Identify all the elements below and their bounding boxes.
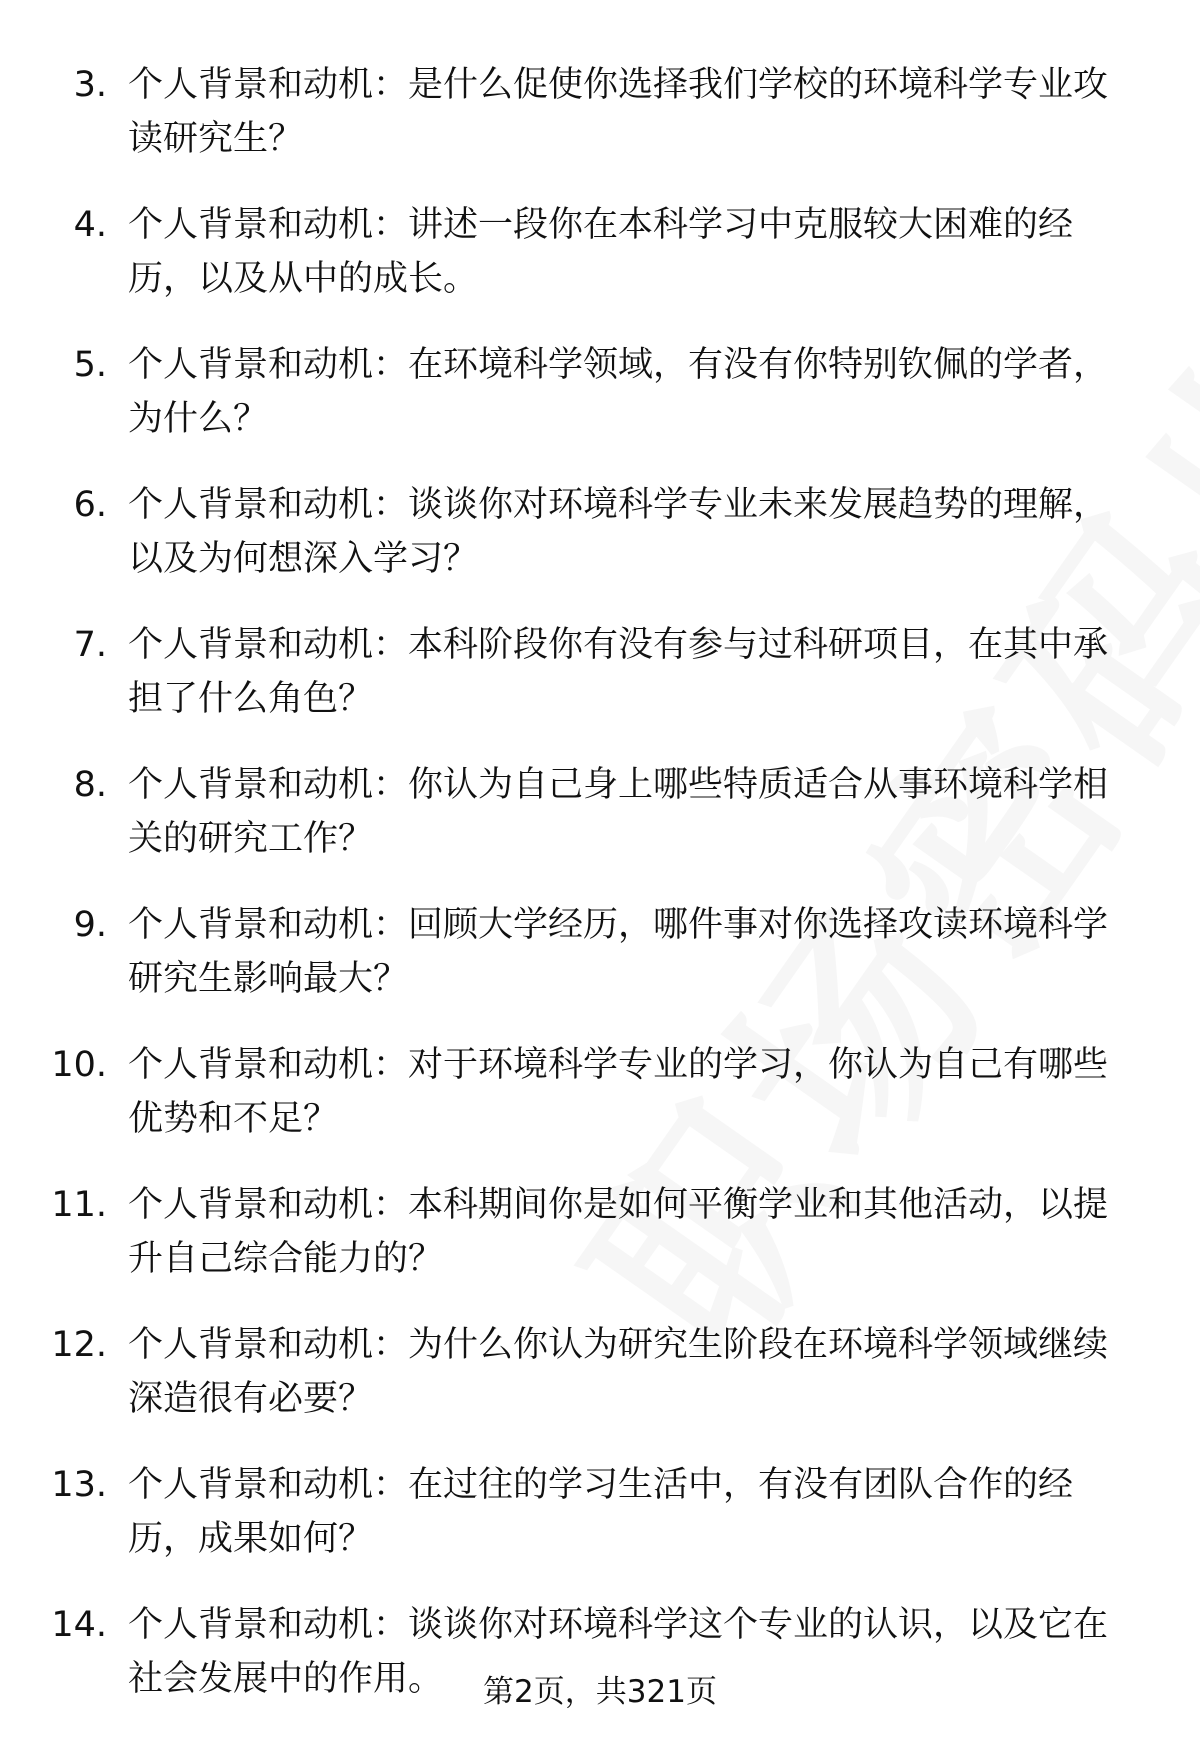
question-number: 4. [73, 205, 107, 245]
question-text: 个人背景和动机：本科期间你是如何平衡学业和其他活动，以提升自己综合能力的？ [128, 1185, 1109, 1279]
question-text: 个人背景和动机：为什么你认为研究生阶段在环境科学领域继续深造很有必要？ [128, 1325, 1109, 1419]
question-item [0, 198, 1200, 338]
question-item [0, 58, 1200, 198]
question-number: 8. [73, 765, 107, 805]
question-item [0, 1598, 1200, 1738]
question-item [0, 1458, 1200, 1598]
question-text: 个人背景和动机：回顾大学经历，哪件事对你选择攻读环境科学研究生影响最大？ [128, 905, 1109, 999]
page-number-footer: 第2页，共321页 [483, 1674, 717, 1710]
question-item [0, 1318, 1200, 1458]
question-list [0, 58, 1200, 1738]
question-number: 9. [73, 905, 107, 945]
question-number: 7. [73, 625, 107, 665]
question-item [0, 758, 1200, 898]
question-text: 个人背景和动机：本科阶段你有没有参与过科研项目，在其中承担了什么角色？ [128, 625, 1109, 719]
question-number: 13. [51, 1465, 107, 1505]
question-number: 10. [51, 1045, 107, 1085]
question-item [0, 338, 1200, 478]
question-item [0, 898, 1200, 1038]
question-number: 6. [73, 485, 107, 525]
question-text: 个人背景和动机：对于环境科学专业的学习，你认为自己有哪些优势和不足？ [128, 1045, 1109, 1139]
question-text: 个人背景和动机：在环境科学领域，有没有你特别钦佩的学者，为什么？ [128, 345, 1109, 439]
question-number: 11. [51, 1185, 107, 1225]
question-item [0, 1178, 1200, 1318]
question-item [0, 618, 1200, 758]
question-number: 3. [73, 65, 107, 105]
question-number: 12. [51, 1325, 107, 1365]
question-text: 个人背景和动机：你认为自己身上哪些特质适合从事环境科学相关的研究工作？ [128, 765, 1109, 859]
question-text: 个人背景和动机：谈谈你对环境科学这个专业的认识，以及它在社会发展中的作用。 [128, 1605, 1109, 1699]
question-number: 14. [51, 1605, 107, 1645]
question-item [0, 1038, 1200, 1178]
question-number: 5. [73, 345, 107, 385]
question-item [0, 478, 1200, 618]
question-text: 个人背景和动机：是什么促使你选择我们学校的环境科学专业攻读研究生？ [128, 65, 1109, 159]
question-text: 个人背景和动机：谈谈你对环境科学专业未来发展趋势的理解，以及为何想深入学习？ [128, 485, 1109, 579]
question-text: 个人背景和动机：在过往的学习生活中，有没有团队合作的经历，成果如何？ [128, 1465, 1074, 1559]
question-text: 个人背景和动机：讲述一段你在本科学习中克服较大困难的经历，以及从中的成长。 [128, 205, 1074, 299]
